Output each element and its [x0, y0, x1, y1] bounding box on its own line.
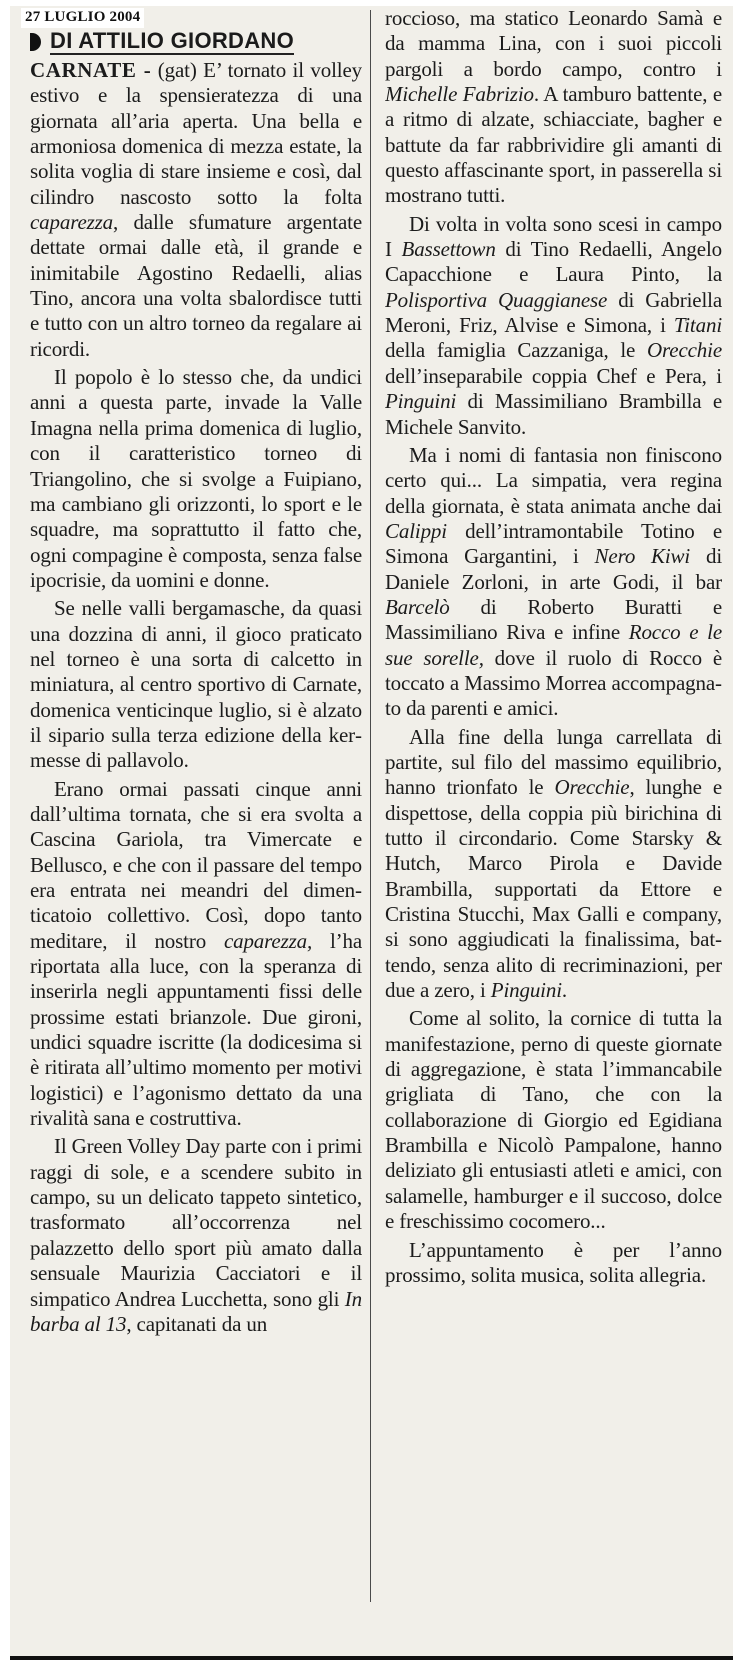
dateline: CARNATE - [30, 58, 152, 82]
publication-date: 27 LUGLIO 2004 [21, 8, 144, 28]
paragraph: Il Green Volley Day parte con i primi raggi di sole, e a scendere subito in campo, su un delicato tappeto sintetico, trasformato all’occorrenza nel palazzetto dello sport più amato dalla sensuale Maurizia Cacciatori e il simpatico Andrea Lucchetta, sono gli In barba al 13, capitanati da un [30, 1134, 362, 1336]
paragraph-text: (gat) E’ tornato il volley estivo e la spensieratezza di una giornata all’aria aperta. Una bella e armoniosa domenica di mezza estate, la solita voglia di stare insieme e così, dal cilindro nascosto sotto la folta caparezza, dalle sfumature argentate dettate ormai dalle età, il grande e inimitabile Agostino Redaelli, alias Tino, ancora una volta sbalordisce tutti e tutto con un altro torneo da regalare ai ricordi. [30, 58, 362, 361]
paragraph: Se nelle valli bergamasche, da quasi una dozzina di anni, il gioco praticato nel torneo è una sorta di calcetto in miniatura, al centro sportivo di Carnate, domenica venticinque luglio, si è alzato il sipario sulla terza edizione della kermesse di pallavolo. [30, 596, 362, 773]
paragraph: roccioso, ma statico Leonardo Samà e da mamma Lina, con i suoi piccoli pargoli a bordo campo, contro i Michelle Fabrizio. A tamburo battente, e a ritmo di alzate, schiacciate, bagher e battute da far rabbrividire gli amanti di questo affascinante sport, in passerella si mostrano tutti. [385, 6, 722, 208]
paragraph: L’appuntamento è per l’anno prossimo, solita musica, solita allegria. [385, 1237, 722, 1287]
paragraph: Il popolo è lo stesso che, da undici anni a questa parte, invade la Valle Imagna nella prima domenica di luglio, con il caratteristico torneo di Triangolino, che si svolge a Fuipiano, ma cambiano gli orizzonti, lo sport e le squadre, ma soprattutto il fatto che, ogni compagine è composta, senza false ipocrisie, da uomini e donne. [30, 365, 362, 592]
paragraph [30, 58, 362, 362]
article-column-1 [30, 28, 362, 1648]
paragraph: Ma i nomi di fantasia non finiscono certo qui... La simpatia, vera regina della giornata, è stata animata anche dai Calippi dell’intramontabile Totino e Simona Gargantini, i Nero Kiwi di Daniele Zorloni, in arte Godi, il bar Barcelò di Roberto Buratti e Massimiliano Riva e infine Rocco e le sue sorelle, dove il ruolo di Rocco è toccato a Massimo Morrea accompagnato da parenti e amici. [385, 442, 722, 721]
paragraph: Di volta in volta sono scesi in campo I Bassettown di Tino Redaelli, Angelo Capacchione e Laura Pinto, la Polisportiva Quaggianese di Gabriella Meroni, Friz, Alvise e Simona, i Titani della famiglia Cazzaniga, le Orecchie dell’inseparabile coppia Chef e Pera, i Pinguini di Massimiliano Brambilla e Michele Sanvito. [385, 211, 722, 439]
paragraph: Erano ormai passati cinque anni dall’ultima tornata, che si era svolta a Cascina Gariola, tra Vimercate e Bellusco, e che con il passare del tempo era entrata nei meandri del dimenticatoio collettivo. Così, dopo tanto meditare, il nostro caparezza, l’ha riportata alla luce, con la speranza di inserirla negli appuntamenti fissi delle prossime estati brianzole. Due gironi, undici squadre iscritte (la dodicesima si è ritirata all’ultimo momento per motivi logistici) e l’agonismo dettato da una rivalità sana e costruttiva. [30, 776, 362, 1131]
article-column-2 [385, 6, 722, 1626]
column-rule [370, 10, 371, 1602]
paragraph: Alla fine della lunga carrellata di partite, sul filo del massimo equilibrio, hanno trionfato le Orecchie, lunghe e dispettose, della coppia più birichina di tutto il circondario. Come Starsky & Hutch, Marco Pirola e Davide Brambilla, supportati da Ettore e Cristina Stucchi, Max Galli e company, si sono aggiudicati la finalissima, battendo, senza alito di recriminazioni, per due a zero, i Pinguini. [385, 724, 722, 1003]
byline [30, 28, 362, 56]
author-name: DI ATTILIO GIORDANO [50, 28, 295, 53]
paragraph: Come al solito, la cornice di tutta la manifestazione, perno di queste giornate di aggregazione, è stata l’immancabile grigliata di Tano, che con la collaborazione di Giorgio ed Egidiana Brambilla e Nicolò Pampalone, hanno deliziato gli entusiasti atleti e amici, con salamelle, hamburger e il succoso, dolce e freschissimo cocomero... [385, 1006, 722, 1234]
byline-marker-icon [30, 33, 41, 51]
